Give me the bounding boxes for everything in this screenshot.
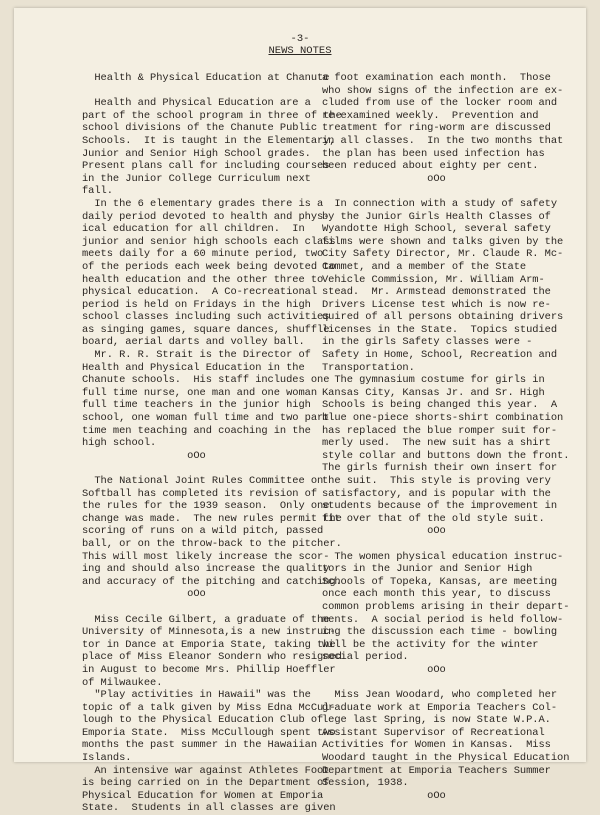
text-line: topic of a talk given by Miss Edna McCul- (82, 701, 336, 714)
text-line (322, 185, 569, 198)
text-line: period is held on Fridays in the high (82, 298, 311, 311)
text-line: the rules for the 1939 season. Only one (82, 500, 330, 513)
text-line: Junior and Senior High School grades. (82, 147, 311, 160)
text-line: health education and the other three to (82, 273, 324, 286)
text-line: lough to the Physical Education Club of (82, 714, 324, 727)
text-line: scoring of runs on a wild pitch, passed (82, 525, 324, 538)
text-line: daily period devoted to health and phys- (82, 210, 330, 223)
text-line: Transportation. (322, 361, 415, 374)
text-line: full time teachers in the junior high (82, 399, 311, 412)
text-line: and accuracy of the pitching and catching. (82, 575, 342, 588)
text-line: Emporia State. Miss McCullough spent two (82, 726, 336, 739)
text-line: Woodard taught in the Physical Education (322, 752, 570, 765)
text-line: stead. Mr. Armstead demonstrated the (322, 286, 551, 299)
text-line: tor in Dance at Emporia State, taking the (82, 638, 336, 651)
text-line: school divisions of the Chanute Public (82, 122, 318, 135)
text-line: Wyandotte High School, several safety (322, 223, 551, 236)
text-line: Mr. R. R. Strait is the Director of (82, 349, 311, 362)
text-line: physical education. A Co-recreational (82, 286, 318, 299)
section-separator: oOo (82, 588, 206, 601)
text-line: merly used. The new suit has a shirt (322, 437, 551, 450)
text-line: in all classes. In the two months that (322, 134, 564, 147)
text-line: films were shown and talks given by the (322, 235, 564, 248)
text-line: social period. (322, 651, 409, 664)
text-line: by the Junior Girls Health Classes of (322, 210, 551, 223)
right-column (322, 72, 569, 802)
text-line: Vehicle Commission, Mr. William Arm- (322, 273, 545, 286)
text-line: This will most likely increase the scor- (82, 550, 330, 563)
text-line: quired of all persons obtaining drivers (322, 311, 564, 324)
text-line: In connection with a study of safety (322, 197, 558, 210)
left-column (82, 72, 342, 815)
text-line: Miss Cecile Gilbert, a graduate of the (82, 613, 330, 626)
text-line: Assistant Supervisor of Recreational (322, 726, 545, 739)
text-line: change was made. The new rules permit the (82, 512, 342, 525)
text-line: the suit. This style is proving very (322, 475, 551, 487)
text-line: satisfactory, and is popular with the (322, 487, 551, 500)
text-line: "Play activities in Hawaii" was the (82, 689, 311, 702)
text-line: fall. (82, 185, 113, 198)
text-line: school classes including such activities (82, 311, 330, 324)
text-line: Health and Physical Education are a (82, 97, 311, 110)
text-line: City Safety Director, Mr. Claude R. Mc- (322, 248, 564, 261)
section-separator: oOo (322, 525, 446, 538)
text-line: in August to become Mrs. Phillip Hoeffler (82, 663, 336, 676)
text-line: Schools of Topeka, Kansas, are meeting (322, 575, 558, 588)
text-line: as singing games, square dances, shuffle (82, 323, 330, 336)
text-line: school, one woman full time and two part (82, 412, 330, 425)
text-line: ball, or on the throw-back to the pitcher. (82, 537, 342, 550)
text-line: ical education for all children. In (82, 223, 305, 236)
text-line: tors in the Junior and Senior High (322, 563, 533, 576)
text-line: Present plans call for including courses (82, 160, 330, 173)
text-line (82, 462, 342, 475)
text-line: months the past summer in the Hawaiian (82, 739, 318, 752)
text-line: Softball has completed its revision of (82, 487, 318, 500)
text-line: Health and Physical Education in the (82, 361, 305, 374)
text-line: of the periods each week being devoted to (82, 260, 336, 273)
text-line: The gymnasium costume for girls in (322, 374, 545, 387)
text-line: re-examined weekly. Prevention and (322, 109, 539, 122)
text-line: meets daily for a 60 minute period, two (82, 248, 324, 261)
text-line: a foot examination each month. Those (322, 72, 551, 84)
text-line: Physical Education for Women at Emporia (82, 789, 324, 802)
text-line: cluded from use of the locker room and (322, 97, 558, 110)
text-line: Islands. (82, 752, 132, 765)
text-line: treatment for ring-worm are discussed (322, 122, 551, 135)
text-line: style collar and buttons down the front. (322, 449, 570, 462)
text-line: licenses in the State. Topics studied (322, 323, 558, 336)
text-line: Miss Jean Woodard, who completed her (322, 689, 558, 702)
text-line: State. Students in all classes are given (82, 802, 336, 815)
text-line: Schools is being changed this year. A (322, 399, 558, 412)
text-line: The women physical education instruc- (322, 550, 564, 563)
text-line: high school. (82, 437, 157, 450)
text-line: ing and should also increase the quality (82, 563, 330, 576)
text-line: is being carried on in the Department of (82, 777, 330, 790)
section-separator: oOo (322, 172, 446, 185)
text-line: lege last Spring, is now State W.P.A. (322, 714, 551, 727)
text-line: who show signs of the infection are ex- (322, 84, 564, 97)
text-line: board, aerial darts and volley ball. (82, 336, 305, 349)
text-line: students because of the improvement in (322, 500, 558, 513)
section-separator: oOo (322, 663, 446, 676)
text-line: fit over that of the old style suit. (322, 512, 545, 525)
text-line: Chanute schools. His staff includes one (82, 374, 330, 387)
text-line: Safety in Home, School, Recreation and (322, 349, 558, 362)
text-line: graduate work at Emporia Teachers Col- (322, 701, 558, 714)
text-line: Health & Physical Education at Chanute (82, 72, 330, 84)
page-title: NEWS NOTES (268, 45, 332, 57)
text-line: full time nurse, one man and one woman (82, 386, 318, 399)
text-line: ing the discussion each time - bowling (322, 626, 558, 639)
text-line: will be the activity for the winter (322, 638, 539, 651)
text-line: has replaced the blue romper suit for- (322, 424, 558, 437)
text-line: Kansas City, Kansas Jr. and Sr. High (322, 386, 545, 399)
text-line: blue one-piece shorts-shirt combination (322, 412, 564, 425)
text-line: common problems arising in their depart- (322, 600, 570, 613)
page-number: -3- (290, 33, 310, 45)
text-line: part of the school program in three of the (82, 109, 342, 122)
text-line: The National Joint Rules Committee on (82, 475, 324, 487)
text-line: Drivers License test which is now re- (322, 298, 551, 311)
text-line (322, 538, 569, 551)
text-line: of Milwaukee. (82, 676, 163, 689)
text-line: in the Junior College Curriculum next (82, 172, 311, 185)
section-separator: oOo (82, 449, 206, 462)
text-line: Session, 1938. (322, 777, 409, 790)
text-line: the plan has been used infection has (322, 147, 545, 160)
text-line: Department at Emporia Teachers Summer (322, 764, 551, 777)
text-line: junior and senior high schools each class (82, 235, 336, 248)
text-line: The girls furnish their own insert for (322, 462, 558, 475)
text-line: been reduced about eighty per cent. (322, 160, 539, 173)
text-line: An intensive war against Athletes Foot (82, 764, 330, 777)
text-line: Cammet, and a member of the State (322, 260, 527, 273)
text-line: Schools. It is taught in the Elementary, (82, 134, 336, 147)
text-line (322, 677, 569, 690)
text-line: in the girls Safety classes were - (322, 336, 533, 349)
text-line: In the 6 elementary grades there is a (82, 197, 324, 210)
text-line: Activities for Women in Kansas. Miss (322, 739, 551, 752)
section-separator: oOo (322, 789, 446, 802)
text-line (82, 601, 342, 614)
text-line (82, 85, 342, 98)
text-line: place of Miss Eleanor Sondern who resigned (82, 651, 342, 664)
text-line: ments. A social period is held follow- (322, 613, 564, 626)
text-line: time men teaching and coaching in the (82, 424, 311, 437)
text-line: University of Minnesota,is a new instruc- (82, 626, 336, 639)
text-line: once each month this year, to discuss (322, 588, 551, 601)
